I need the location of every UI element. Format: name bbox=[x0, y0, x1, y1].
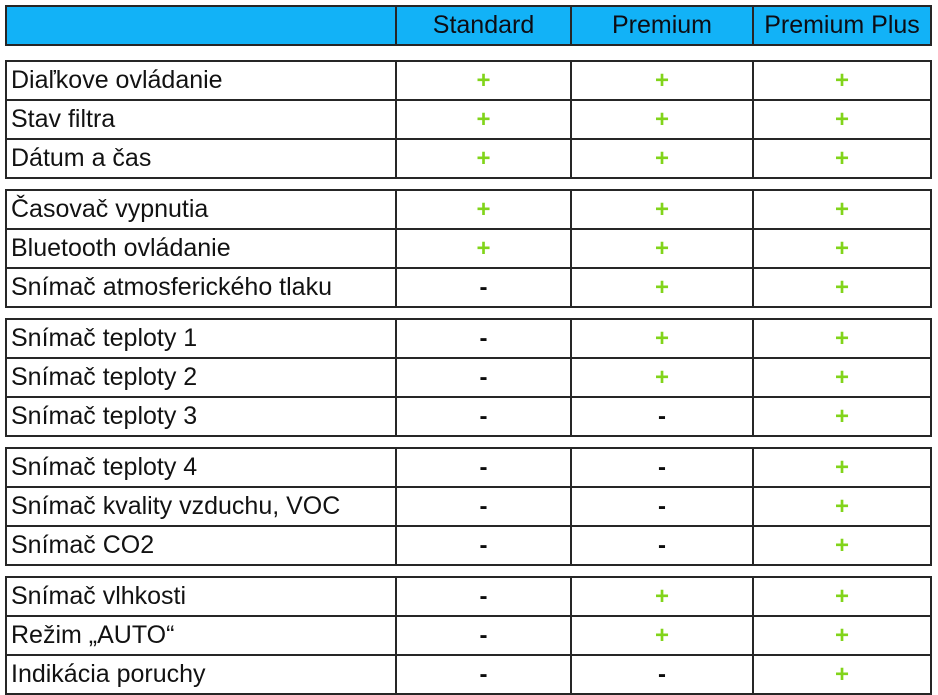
feature-label: Snímač teploty 3 bbox=[6, 397, 396, 436]
minus-mark: - bbox=[571, 397, 753, 436]
plus-mark: + bbox=[571, 100, 753, 139]
feature-label: Snímač CO2 bbox=[6, 526, 396, 565]
plus-mark: + bbox=[571, 358, 753, 397]
plus-mark: + bbox=[753, 616, 931, 655]
plus-mark: + bbox=[753, 358, 931, 397]
plus-mark: + bbox=[571, 139, 753, 178]
header-row bbox=[6, 6, 931, 45]
plus-mark: + bbox=[396, 61, 571, 100]
plus-mark: + bbox=[753, 61, 931, 100]
feature-label: Časovač vypnutia bbox=[6, 190, 396, 229]
feature-label: Režim „AUTO“ bbox=[6, 616, 396, 655]
plus-mark: + bbox=[571, 190, 753, 229]
header-premium: Premium bbox=[571, 6, 753, 45]
plus-mark: + bbox=[753, 526, 931, 565]
table-row bbox=[6, 190, 931, 229]
plus-mark: + bbox=[753, 229, 931, 268]
table-row bbox=[6, 61, 931, 100]
plus-mark: + bbox=[753, 487, 931, 526]
plus-mark: + bbox=[753, 655, 931, 694]
feature-table-group-1 bbox=[5, 60, 932, 179]
feature-label: Snímač kvality vzduchu, VOC bbox=[6, 487, 396, 526]
minus-mark: - bbox=[396, 616, 571, 655]
header-standard: Standard bbox=[396, 6, 571, 45]
plan-header-table bbox=[5, 5, 932, 46]
plus-mark: + bbox=[571, 319, 753, 358]
minus-mark: - bbox=[396, 487, 571, 526]
plus-mark: + bbox=[571, 61, 753, 100]
plus-mark: + bbox=[753, 397, 931, 436]
plus-mark: + bbox=[571, 268, 753, 307]
plus-mark: + bbox=[396, 190, 571, 229]
plus-mark: + bbox=[753, 100, 931, 139]
header-premium-plus: Premium Plus bbox=[753, 6, 931, 45]
plus-mark: + bbox=[571, 616, 753, 655]
minus-mark: - bbox=[571, 487, 753, 526]
table-row bbox=[6, 577, 931, 616]
minus-mark: - bbox=[396, 319, 571, 358]
feature-table-group-5 bbox=[5, 576, 932, 695]
feature-table-group-2 bbox=[5, 189, 932, 308]
minus-mark: - bbox=[571, 655, 753, 694]
plus-mark: + bbox=[753, 577, 931, 616]
feature-table-group-4 bbox=[5, 447, 932, 566]
feature-label: Snímač atmosferického tlaku bbox=[6, 268, 396, 307]
table-row bbox=[6, 358, 931, 397]
minus-mark: - bbox=[396, 397, 571, 436]
plus-mark: + bbox=[396, 100, 571, 139]
table-row bbox=[6, 655, 931, 694]
plus-mark: + bbox=[396, 229, 571, 268]
feature-label: Dátum a čas bbox=[6, 139, 396, 178]
feature-label: Bluetooth ovládanie bbox=[6, 229, 396, 268]
table-row bbox=[6, 139, 931, 178]
minus-mark: - bbox=[396, 655, 571, 694]
feature-label: Diaľkove ovládanie bbox=[6, 61, 396, 100]
table-row bbox=[6, 100, 931, 139]
minus-mark: - bbox=[396, 268, 571, 307]
plus-mark: + bbox=[753, 139, 931, 178]
feature-groups bbox=[5, 60, 938, 695]
plus-mark: + bbox=[753, 448, 931, 487]
table-row bbox=[6, 526, 931, 565]
feature-label: Snímač vlhkosti bbox=[6, 577, 396, 616]
table-row bbox=[6, 268, 931, 307]
plus-mark: + bbox=[753, 319, 931, 358]
table-row bbox=[6, 397, 931, 436]
minus-mark: - bbox=[396, 358, 571, 397]
plus-mark: + bbox=[571, 229, 753, 268]
minus-mark: - bbox=[396, 577, 571, 616]
table-row bbox=[6, 487, 931, 526]
feature-label: Stav filtra bbox=[6, 100, 396, 139]
table-row bbox=[6, 448, 931, 487]
table-row bbox=[6, 319, 931, 358]
feature-label: Snímač teploty 4 bbox=[6, 448, 396, 487]
feature-label: Snímač teploty 2 bbox=[6, 358, 396, 397]
plus-mark: + bbox=[753, 190, 931, 229]
minus-mark: - bbox=[396, 448, 571, 487]
minus-mark: - bbox=[571, 526, 753, 565]
feature-label: Indikácia poruchy bbox=[6, 655, 396, 694]
table-row bbox=[6, 229, 931, 268]
header-empty-cell bbox=[6, 6, 396, 45]
feature-table-group-3 bbox=[5, 318, 932, 437]
plus-mark: + bbox=[753, 268, 931, 307]
plus-mark: + bbox=[396, 139, 571, 178]
feature-label: Snímač teploty 1 bbox=[6, 319, 396, 358]
plus-mark: + bbox=[571, 577, 753, 616]
minus-mark: - bbox=[571, 448, 753, 487]
table-row bbox=[6, 616, 931, 655]
minus-mark: - bbox=[396, 526, 571, 565]
